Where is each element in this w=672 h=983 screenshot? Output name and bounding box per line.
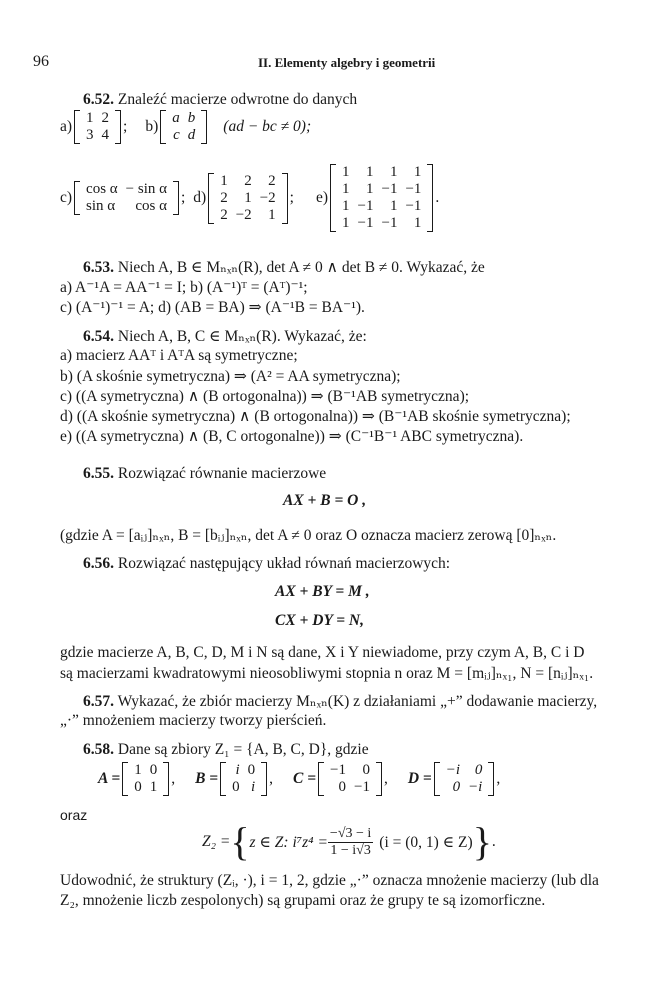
- problem-653-line2: c) (A⁻¹)⁻¹ = A; d) (AB = BA) ⇒ (A⁻¹B = BA⁻¹).: [60, 299, 365, 316]
- problem-654-item-e: e) ((A symetryczna) ∧ (B, C ortogonalne)) ⇒ (C⁻¹B⁻¹ ABC symetryczna).: [60, 428, 524, 445]
- equation-655: AX + B = O ,: [283, 492, 367, 509]
- problem-654-item-c: c) ((A symetryczna) ∧ (B ortogonalna)) ⇒ (B⁻¹AB symetryczna);: [60, 388, 470, 405]
- equation-656-2: CX + DY = N,: [275, 612, 364, 629]
- matrix-c: cos α − sin α sin α cos α: [74, 181, 179, 215]
- matrix-a: 1 2 3 4: [74, 110, 121, 144]
- problem-657-heading: 6.57. Wykazać, że zbiór macierzy Mₙₓₙ(K) z działaniami „+” dodawanie macierzy,: [83, 693, 598, 710]
- problem-655-note: (gdzie A = [aᵢⱼ]ₙₓₙ, B = [bᵢⱼ]ₙₓₙ, det A ≠ 0 oraz O oznacza macierz zerową [0]ₙₓₙ.: [60, 527, 557, 544]
- fraction: $\frac{-√3 - i}{1 - i√3}$: [329, 825, 372, 858]
- page-number: 96: [33, 53, 49, 70]
- running-title: II. Elementy algebry i geometrii: [258, 55, 436, 70]
- problem-655-heading: 6.55. Rozwiązać równanie macierzowe: [83, 465, 327, 482]
- z2-definition: Z₂ = { z ∈ Z: i⁷z⁴ = $\frac{-√3 - i}{1 - i√3}$ (i = (0, 1) ∈ Z) } .: [202, 819, 496, 864]
- matrix-b: a b c d: [160, 110, 207, 144]
- problem-654-item-a: a) macierz AAᵀ i AᵀA są symetryczne;: [60, 347, 298, 364]
- oraz: oraz: [60, 807, 88, 823]
- problem-654-heading: 6.54. Niech A, B, C ∈ Mₙₓₙ(R). Wykazać, że:: [83, 328, 367, 345]
- problem-number: 6.52.: [83, 91, 114, 108]
- equation-656-1: AX + BY = M ,: [275, 583, 370, 600]
- problem-658-heading: 6.58. Dane są zbiory Z₁ = {A, B, C, D}, gdzie: [83, 741, 369, 758]
- matrices-abcd: A = 1 0 0 1 , B = i 0 0 i , C = −1 0 0 −1 , D = −i 0 0 −i ,: [98, 762, 501, 795]
- matrices-ab: a) 1 2 3 4 ; b) a b c d (ad − bc ≠ 0);: [60, 110, 312, 143]
- problem-656-heading: 6.56. Rozwiązać następujący układ równań macierzowych:: [83, 555, 451, 572]
- problem-653-heading: 6.53. Niech A, B ∈ Mₙₓₙ(R), det A ≠ 0 ∧ det B ≠ 0. Wykazać, że: [83, 259, 485, 276]
- problem-656-note2: są macierzami kwadratowymi nieosobliwymi stopnia n oraz M = [mᵢⱼ]ₙₓ₁, N = [nᵢⱼ]ₙₓ₁.: [60, 665, 594, 682]
- final-line2: Z₂, mnożenie liczb zespolonych) są grupami oraz że grupy te są izomorficzne.: [60, 892, 546, 909]
- problem-657-line2: „·” mnożeniem macierzy tworzy pierścień.: [60, 712, 327, 729]
- matrix-e: 1 1 1 1 1 1 −1 −1 1 −1 1 −1 1 −1 −1 1: [330, 164, 433, 232]
- problem-654-item-b: b) (A skośnie symetryczna) ⇒ (A² = AA symetryczna);: [60, 368, 401, 385]
- label-b: b): [145, 118, 159, 135]
- problem-653-line1: a) A⁻¹A = AA⁻¹ = I; b) (A⁻¹)ᵀ = (Aᵀ)⁻¹;: [60, 279, 308, 296]
- label-a: a): [60, 118, 73, 135]
- matrices-cde: c) cos α − sin α sin α cos α ; d) 1 2 2 2 1 −2 2 −2 1 ; e) 1 1 1 1 1 1 −1 −1 1 −1 1 −1 1 −1 −1 1 .: [60, 164, 440, 231]
- problem-656-note1: gdzie macierze A, B, C, D, M i N są dane, X i Y niewiadome, przy czym A, B, C i D: [60, 644, 585, 661]
- condition: (ad − bc ≠ 0);: [223, 118, 312, 135]
- problem-654-item-d: d) ((A skośnie symetryczna) ∧ (B ortogonalna)) ⇒ (B⁻¹AB skośnie symetryczna);: [60, 408, 571, 425]
- final-line1: Udowodnić, że struktury (Zᵢ, ·), i = 1, 2, gdzie „·” oznacza mnożenie macierzy (lub dla: [60, 872, 599, 889]
- problem-text: Znaleźć macierze odwrotne do danych: [117, 91, 358, 108]
- matrix-d: 1 2 2 2 1 −2 2 −2 1: [208, 173, 287, 224]
- problem-652-heading: [83, 91, 357, 109]
